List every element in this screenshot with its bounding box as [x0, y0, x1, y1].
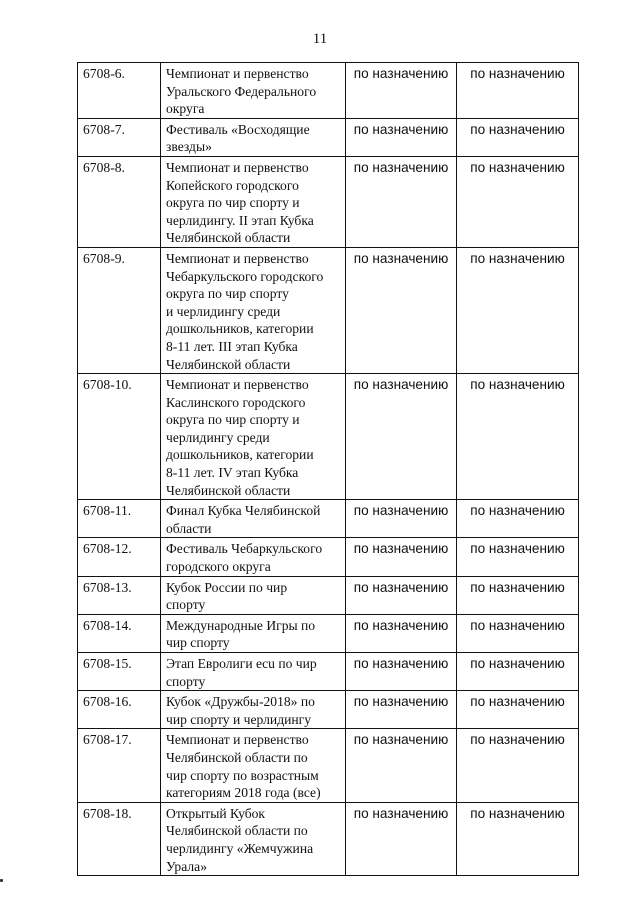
event-name-text: Кубок «Дружбы-2018» по чир спорту и черлидингу [166, 694, 315, 727]
table-row [78, 118, 579, 156]
table-row [78, 247, 579, 373]
event-name-text: Фестиваль Чебаркульского городского округа [166, 541, 323, 575]
table-row [78, 576, 579, 614]
event-name-cell [161, 156, 346, 247]
assignment-cell-b: по назначению [457, 500, 579, 538]
assignment-cell-b: по назначению [457, 802, 579, 875]
events-table [77, 62, 579, 876]
event-name-cell [161, 614, 346, 652]
event-code-cell: 6708-8. [78, 156, 161, 247]
event-code-cell: 6708-11. [78, 500, 161, 538]
event-name-cell [161, 729, 346, 802]
event-name-cell [161, 247, 346, 373]
event-name-cell [161, 118, 346, 156]
event-code-cell: 6708-13. [78, 576, 161, 614]
table-row [78, 374, 579, 500]
assignment-cell-b: по назначению [457, 653, 579, 691]
event-name-cell [161, 500, 346, 538]
table-row [78, 653, 579, 691]
event-name-text: Открытый Кубок Челябинской области по черлидингу «Жемчужина Урала» [166, 805, 314, 874]
assignment-cell-b: по назначению [457, 614, 579, 652]
event-name-text: Чемпионат и первенство Каслинского городского округа по чир спорту и черлидингу среди дошкольников, категории 8-11 лет. IV этап Кубка Челябинской области [166, 377, 314, 498]
event-name-text: Этап Евролиги ecu по чир спорту [166, 656, 317, 689]
event-name-cell [161, 538, 346, 576]
scan-speck [0, 879, 3, 882]
event-name-text: Чемпионат и первенство Копейского городского округа по чир спорту и черлидингу. II этап Кубка Челябинской области [166, 159, 314, 246]
event-name-text: Чемпионат и первенство Челябинской области по чир спорту по возрастным категориям 2018 года (все) [166, 732, 321, 801]
event-name-text: Фестиваль «Восходящие звезды» [166, 121, 310, 155]
table-row [78, 156, 579, 247]
event-code-cell: 6708-10. [78, 374, 161, 500]
table-row [78, 614, 579, 652]
page-number: 11 [312, 31, 328, 47]
event-name-text: Чемпионат и первенство Уральского Федерального округа [166, 66, 317, 117]
event-name-text: Кубок России по чир спорту [166, 579, 288, 613]
table-row [78, 63, 579, 119]
assignment-cell-b: по назначению [457, 538, 579, 576]
assignment-cell-b: по назначению [457, 156, 579, 247]
event-code-cell: 6708-15. [78, 653, 161, 691]
table-row [78, 538, 579, 576]
event-name-cell [161, 691, 346, 729]
event-code-cell: 6708-14. [78, 614, 161, 652]
assignment-cell-a: по назначению [346, 576, 457, 614]
assignment-cell-b: по назначению [457, 374, 579, 500]
event-name-cell [161, 653, 346, 691]
assignment-cell-a: по назначению [346, 63, 457, 119]
event-code-cell: 6708-12. [78, 538, 161, 576]
event-name-text: Финал Кубка Челябинской области [166, 503, 321, 536]
assignment-cell-a: по назначению [346, 247, 457, 373]
table-row [78, 500, 579, 538]
assignment-cell-a: по назначению [346, 653, 457, 691]
assignment-cell-b: по назначению [457, 247, 579, 373]
event-code-cell: 6708-7. [78, 118, 161, 156]
table-row [78, 729, 579, 802]
event-code-cell: 6708-17. [78, 729, 161, 802]
events-table-body [78, 63, 579, 876]
assignment-cell-b: по назначению [457, 691, 579, 729]
event-name-cell [161, 802, 346, 875]
table-row [78, 802, 579, 875]
assignment-cell-a: по назначению [346, 729, 457, 802]
event-code-cell: 6708-18. [78, 802, 161, 875]
event-name-text: Международные Игры по чир спорту [166, 617, 316, 651]
event-name-cell [161, 63, 346, 119]
table-row [78, 691, 579, 729]
assignment-cell-a: по назначению [346, 374, 457, 500]
assignment-cell-a: по назначению [346, 500, 457, 538]
assignment-cell-b: по назначению [457, 729, 579, 802]
assignment-cell-b: по назначению [457, 118, 579, 156]
assignment-cell-a: по назначению [346, 118, 457, 156]
assignment-cell-a: по назначению [346, 156, 457, 247]
assignment-cell-b: по назначению [457, 63, 579, 119]
event-name-cell [161, 576, 346, 614]
event-code-cell: 6708-16. [78, 691, 161, 729]
event-name-cell [161, 374, 346, 500]
assignment-cell-a: по назначению [346, 802, 457, 875]
event-name-text: Чемпионат и первенство Чебаркульского городского округа по чир спорту и черлидингу среди дошкольников, категории 8-11 лет. III этап Кубка Челябинской области [166, 250, 324, 372]
assignment-cell-a: по назначению [346, 691, 457, 729]
event-code-cell: 6708-9. [78, 247, 161, 373]
assignment-cell-b: по назначению [457, 576, 579, 614]
assignment-cell-a: по назначению [346, 614, 457, 652]
assignment-cell-a: по назначению [346, 538, 457, 576]
event-code-cell: 6708-6. [78, 63, 161, 119]
